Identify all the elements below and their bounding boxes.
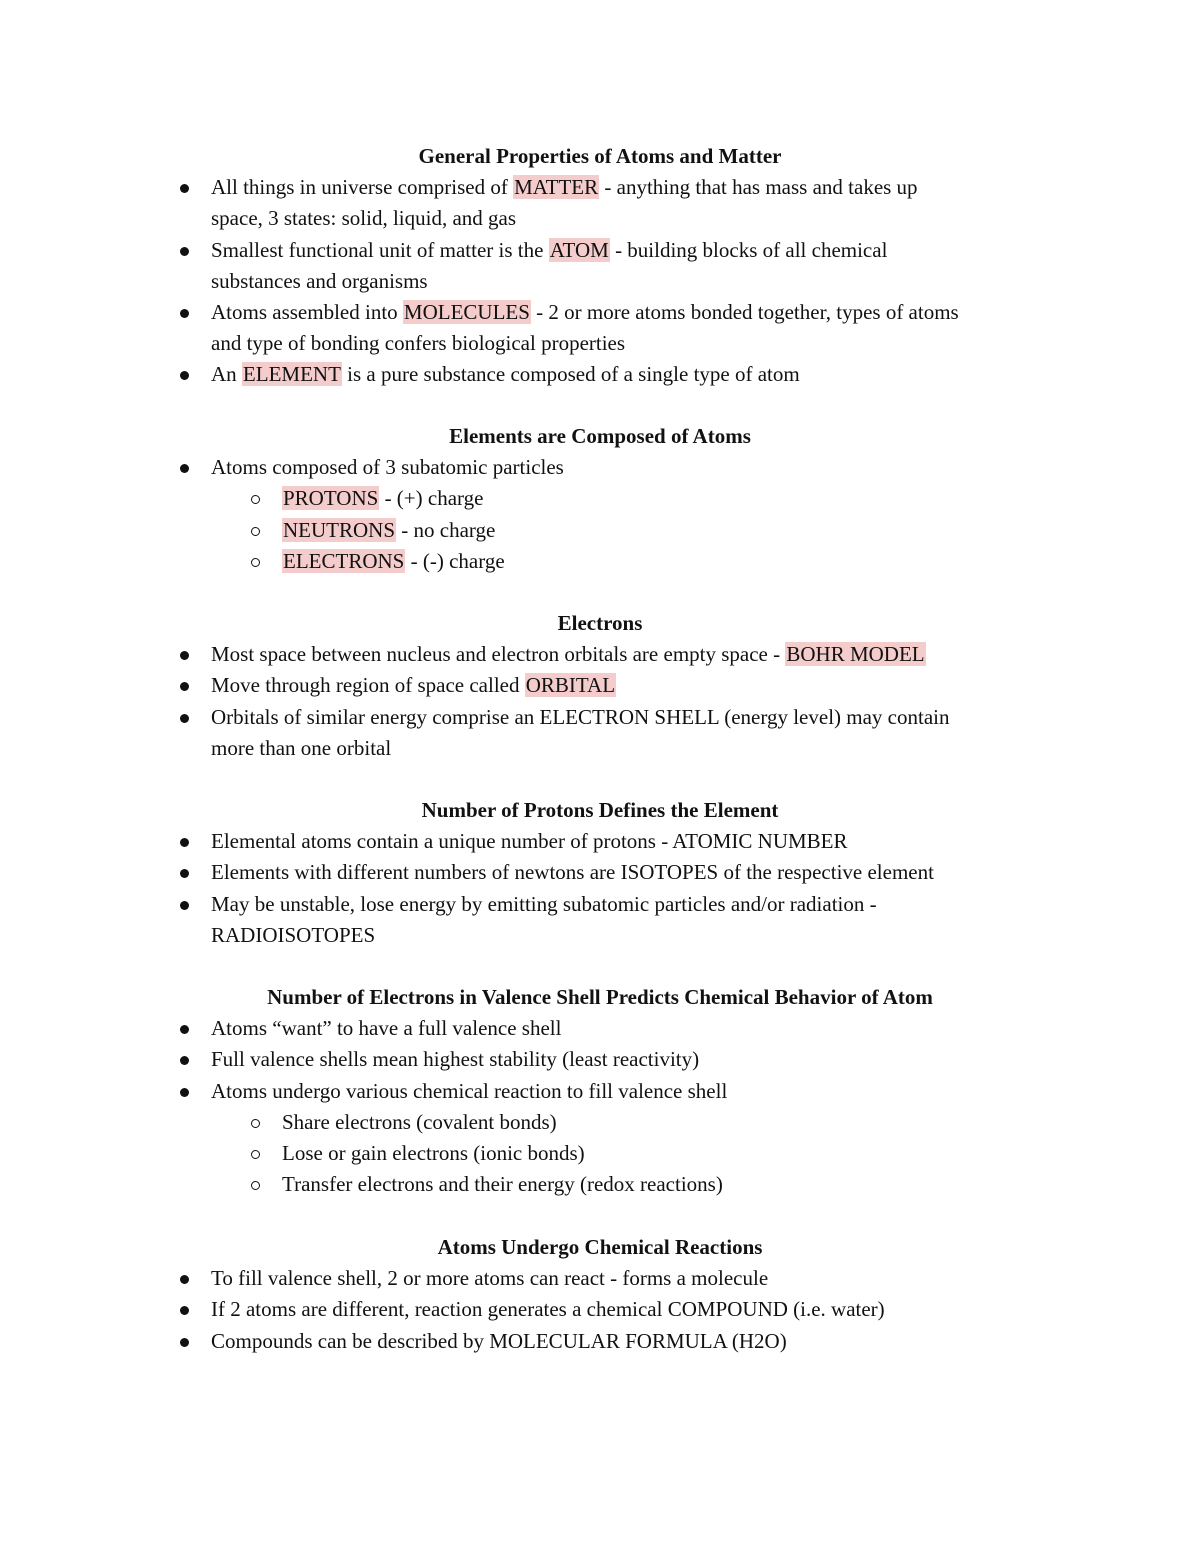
highlighted-term: NEUTRONS <box>283 517 396 542</box>
item-text: Compounds can be described by MOLECULAR FORMULA (H2O) <box>211 1328 787 1353</box>
item-text: Atoms composed of 3 subatomic particles <box>211 455 564 480</box>
item-text: - building blocks of all chemical <box>609 237 888 262</box>
bullet-icon <box>180 1338 189 1347</box>
hollow-bullet-icon <box>251 495 260 504</box>
item-text: Atoms “want” to have a full valence shell <box>211 1016 562 1041</box>
section-heading: Electrons <box>557 611 643 635</box>
highlighted-term: BOHR MODEL <box>786 642 925 667</box>
highlighted-term: MATTER <box>514 175 599 200</box>
highlighted-term: ELEMENT <box>242 362 341 387</box>
bullet-icon <box>180 651 189 660</box>
sub-list-item-line <box>282 1138 585 1169</box>
item-text: - anything that has mass and takes up <box>599 175 918 200</box>
list-item-line <box>211 1013 561 1044</box>
hollow-bullet-icon <box>251 1150 260 1159</box>
highlighted-term: ORBITAL <box>525 673 616 698</box>
list-item-line <box>211 172 918 203</box>
item-text: Full valence shells mean highest stability (least reactivity) <box>211 1047 700 1072</box>
bullet-icon <box>180 1275 189 1284</box>
hollow-bullet-icon <box>251 1119 260 1128</box>
item-text: - 2 or more atoms bonded together, types of atoms <box>530 300 959 324</box>
item-text: - (+) charge <box>379 486 484 511</box>
bullet-icon <box>180 309 189 318</box>
list-item-line <box>211 1263 768 1294</box>
list-item-line <box>211 702 950 733</box>
item-text: and type of bonding confers biological properties <box>211 331 626 356</box>
bullet-icon <box>180 682 189 691</box>
list-item-line <box>211 857 934 888</box>
item-text: Atoms undergo various chemical reaction to fill valence shell <box>211 1078 728 1103</box>
bullet-icon <box>180 901 189 910</box>
bullet-icon <box>180 1056 189 1065</box>
item-text: - (-) charge <box>405 548 505 573</box>
item-text: space, 3 states: solid, liquid, and gas <box>211 206 517 231</box>
highlighted-term: MOLECULES <box>403 300 530 324</box>
hollow-bullet-icon <box>251 558 260 567</box>
item-text: Smallest functional unit of matter is the <box>211 237 549 262</box>
list-item-line <box>211 1044 699 1075</box>
section-heading: Number of Protons Defines the Element <box>421 798 779 822</box>
sub-list-item-line <box>282 546 505 577</box>
bullet-icon <box>180 464 189 473</box>
section-heading: General Properties of Atoms and Matter <box>418 144 782 168</box>
item-text: Atoms assembled into <box>211 300 403 324</box>
bullet-icon <box>180 869 189 878</box>
list-item-line <box>211 328 625 359</box>
sub-list-item-line <box>282 1169 723 1200</box>
item-text: substances and organisms <box>211 268 428 293</box>
list-item-line <box>211 203 516 234</box>
list-item-line <box>211 1294 885 1325</box>
bullet-icon <box>180 1306 189 1315</box>
item-text: May be unstable, lose energy by emitting subatomic particles and/or radiation - <box>211 891 877 916</box>
highlighted-term: ELECTRONS <box>283 548 405 573</box>
item-text: Elemental atoms contain a unique number of protons - ATOMIC NUMBER <box>211 829 848 854</box>
item-text: All things in universe comprised of <box>211 175 514 200</box>
highlighted-term: PROTONS <box>283 486 379 511</box>
item-text: Lose or gain electrons (ionic bonds) <box>282 1141 585 1165</box>
hollow-bullet-icon <box>251 527 260 536</box>
list-item-line <box>211 826 848 857</box>
item-text: - no charge <box>396 517 496 542</box>
bullet-icon <box>180 1025 189 1034</box>
sub-list-item-line <box>282 483 483 514</box>
sub-list-item-line <box>282 515 495 546</box>
list-item-line <box>211 639 926 670</box>
list-item-line <box>211 359 800 390</box>
item-text: Elements with different numbers of newtons are ISOTOPES of the respective element <box>211 860 934 885</box>
list-item-line <box>211 1076 727 1107</box>
item-text: RADIOISOTOPES <box>211 922 376 947</box>
item-text: Move through region of space called <box>211 673 525 698</box>
list-item-line <box>211 235 887 266</box>
list-item-line <box>211 733 391 764</box>
sub-list-item-line <box>282 1107 557 1138</box>
item-text: is a pure substance composed of a single type of atom <box>341 362 800 387</box>
item-text: Most space between nucleus and electron orbitals are empty space - <box>211 642 786 667</box>
list-item-line <box>211 889 877 920</box>
highlighted-term: ATOM <box>549 237 609 262</box>
item-text: more than one orbital <box>211 735 392 760</box>
list-item-line <box>211 266 428 297</box>
section-heading: Atoms Undergo Chemical Reactions <box>437 1235 763 1259</box>
list-item-line <box>211 1326 787 1357</box>
bullet-icon <box>180 714 189 723</box>
item-text: An <box>211 362 242 387</box>
list-item-line <box>211 452 564 483</box>
item-text: If 2 atoms are different, reaction generates a chemical COMPOUND (i.e. water) <box>211 1297 885 1322</box>
item-text: Orbitals of similar energy comprise an ELECTRON SHELL (energy level) may contain <box>211 704 950 729</box>
item-text: Share electrons (covalent bonds) <box>282 1109 557 1134</box>
bullet-icon <box>180 1088 189 1097</box>
list-item-line <box>211 297 959 328</box>
hollow-bullet-icon <box>251 1181 260 1190</box>
item-text: To fill valence shell, 2 or more atoms can react - forms a molecule <box>211 1266 769 1291</box>
item-text: Transfer electrons and their energy (redox reactions) <box>282 1172 723 1197</box>
bullet-icon <box>180 184 189 193</box>
list-item-line <box>211 920 375 951</box>
bullet-icon <box>180 838 189 847</box>
bullet-icon <box>180 247 189 256</box>
section-heading: Elements are Composed of Atoms <box>449 424 751 448</box>
bullet-icon <box>180 371 189 380</box>
list-item-line <box>211 670 616 701</box>
section-heading: Number of Electrons in Valence Shell Predicts Chemical Behavior of Atom <box>267 985 933 1009</box>
